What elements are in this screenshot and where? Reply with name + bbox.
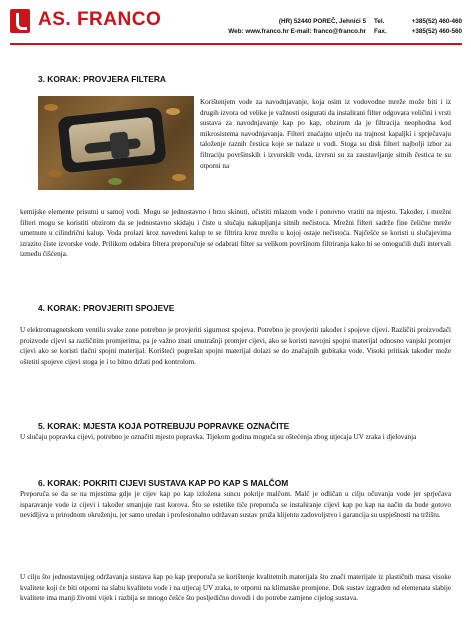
section-6-paragraph: Preporuča se da se na mjestima gdje je cijev kap po kap izložena suncu pokrije malčom. Malč je odličan u cilju očuvanja vode jer sprječava isparavanje vode iz cijevi i također smanjuje rast korova. Što se estetike tiče preporuča se instaliranje cijevi kap po kap na način da bude gotovo nevidljiva u prirodnom okruženju, jer samo uredan i profesionalno održavan sustav pruža klijentu zadovoljstvo i garancija su uspješnosti na tržištu. [20,490,451,520]
section-4-paragraph: U elektromagnetskom ventilu svake zone potrebno je provjeriti sigurnost spojeva. Potrebno je provjeriti također i spojeve cijevi. Različiti proizvođači proizvode cijevi sa različitim promjerima, pa je važno znati unutrašnji promjer cijevi, ako se koristi navojni spojni materijal odnosno vanjski promjer cijevi ako se koristi tlačni spojni materijal. Korišteći pogrešan spojni materijal dolazi se do značajnih gubitaka vode. Visoki pritisak također može oštetiti spojeve cijevi stoga je i to bitno držati pod kontrolom. [20,326,451,366]
section-3-paragraph-full: kemijske elemente prisutni u samoj vodi. Mogu se jednostavno i brzo skinuti, očistiti mlazom vode i ponovno vratiti na mjesto. Također, i mrežni filteri mogu se koristiti obzirom da se jednostavno skidaju i čiste u slučaju nakupljanja sitnih nečistoca. Mrežni filteri sadrže fine čelične mreže umetnute u cilindrični kalup. Voda prolazi kroz navedeni kalup te se filtrira kroz mrežu u kojoj ostaje nečistoća. Najčešće se koristi u slučajevima izrazito čiste izvorske vode. Prilikom odabira filtera preporučuje se odabrati filter sa velikom površinom filtriranja kako bi se omogućili duži intervali između čišćenja. [20,208,451,259]
letterhead [0,0,471,44]
section-5-paragraph: U slučaju popravka cijevi, potrebno je označiti mjesto popravka. Tijekom godina moguća su oštećenja zbog utjecaja UV zraka i djelovanja [20,433,417,441]
franco-logo-icon [10,9,30,33]
fax-row [374,27,462,37]
address-line: (HR) 52440 POREČ, Jehnići 5 [278,18,366,25]
section-3-paragraph-wrapped: Korištenjem vode za navodnjavanje, koja osim iz vodovodne mreže može biti i iz drugih izvora od velike je važnosti osigurati da instalirani filter odgovara veličini i vrsti sustava za navodnjavanje kap po kap, obzirom da je filtracija neophodna kod mikrosistema navodnjavanja. Filteri značajno utječu na trajnost kapaljki i sprječavaju taloženje raznih čestica koje se nalaze u vodi. Stoga su disk filteri najbolji izbor za filtraciju površinskih i izvorskih voda, izvrsni su za zaustavljanje sitnih čestica te su otporni na [200,98,451,170]
filter-photo [38,96,194,190]
web-email-line: Web: www.franco.hr E-mail: franco@franco.hr [228,28,366,35]
tel-value: +385(52) 460-460 [411,18,462,25]
section-title-step-4: 4. KORAK: PROVJERITI SPOJEVE [38,303,175,313]
tel-label: Tel. [374,18,385,25]
fax-value: +385(52) 460-560 [411,28,462,35]
section-title-step-6: 6. KORAK: POKRITI CIJEVI SUSTAVA KAP PO KAP S MALČOM [38,478,289,488]
header-divider [10,43,462,45]
section-title-step-5: 5. KORAK: MJESTA KOJA POTREBUJU POPRAVKE OZNAČITE [38,421,290,431]
address-block [214,17,366,37]
brand-name: AS. FRANCO [38,9,162,30]
section-6-paragraph-2: U cilju što jednostavnijeg održavanja sustava kap po kap preporuča se korištenje kvalitetnih materijala što znači materijale iz plastičnih masa visoke kvalitete koji će biti otporni na slabu kvalitetu vode i na utjecaj UV zraka, te otporni na klimatske promjene. Dok sustav izgrađen od elemenata slabije kvalitete ima manji životni vijek i razbija se mnogo češće što posljedično dovodi i do potrebe zamjene cijelog sustava. [20,573,451,603]
contact-block [374,17,462,37]
tel-row [374,17,462,27]
section-title-step-3: 3. KORAK: PROVJERA FILTERA [38,74,166,84]
fax-label: Fax. [374,28,387,35]
